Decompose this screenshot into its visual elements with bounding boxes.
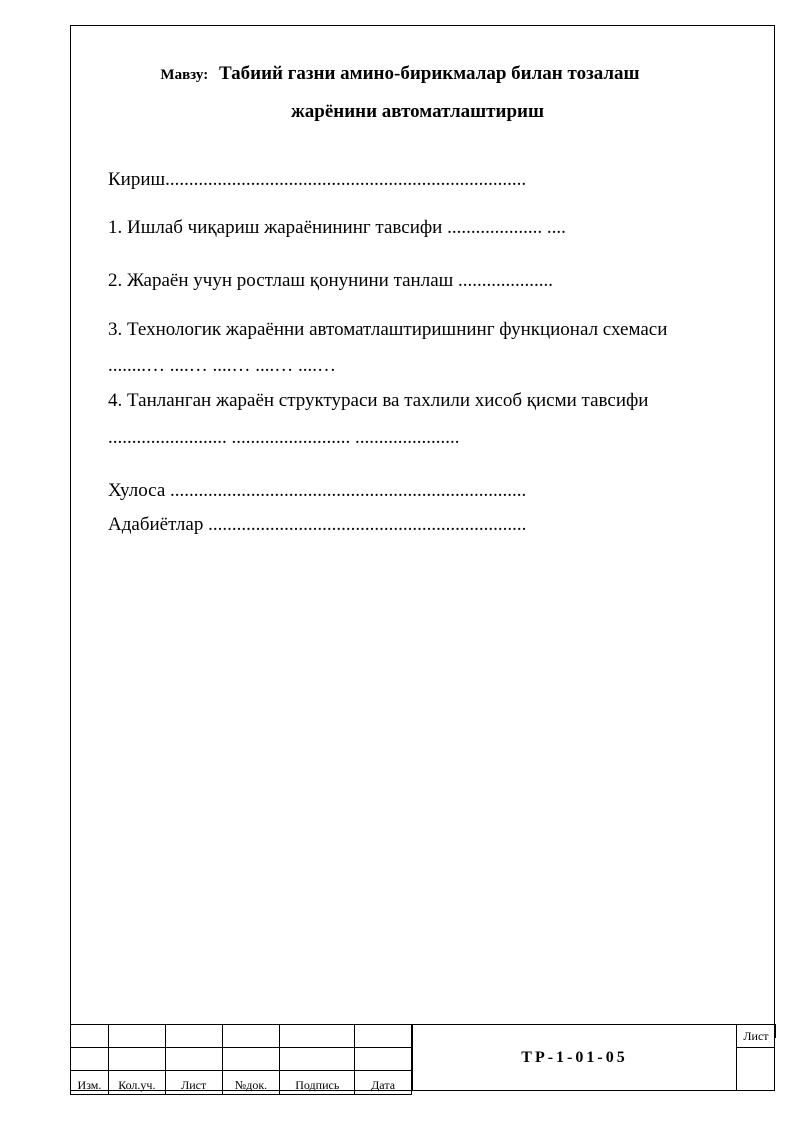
toc-conclusion: Хулоса ........................................................................... bbox=[108, 480, 527, 501]
stamp-col-sheet: Лист bbox=[165, 1071, 222, 1095]
title-line-2: жарёнини автоматлаштириш bbox=[290, 101, 545, 122]
sheet-cell bbox=[736, 1024, 775, 1091]
toc-item-3-dots: ........… ....… ....… ....… ....… bbox=[108, 355, 336, 376]
stamp-grid bbox=[70, 1024, 412, 1095]
toc-item-4: 4. Танланган жараён структураси ва тахлили хисоб қисми тавсифи bbox=[108, 390, 649, 411]
sheet-label: Лист bbox=[737, 1025, 775, 1048]
toc-references: Адабиётлар ................................................................... bbox=[108, 514, 527, 535]
document-code: ТР-1-01-05 bbox=[412, 1024, 736, 1091]
title-line-1 bbox=[0, 63, 800, 85]
stamp-col-count: Кол.уч. bbox=[108, 1071, 165, 1095]
toc-intro: Кириш............................................................................ bbox=[108, 169, 527, 190]
topic-label: Мавзу: bbox=[160, 67, 209, 83]
stamp-col-signature: Подпись bbox=[280, 1071, 355, 1095]
corner-tick bbox=[775, 1024, 776, 1038]
toc-item-4-dots: ......................... ......................... ...................... bbox=[108, 427, 460, 448]
toc-item-3: 3. Технологик жараённи автоматлаштиришнинг функционал схемаси bbox=[108, 319, 668, 340]
stamp-col-docnum: №док. bbox=[222, 1071, 280, 1095]
toc-item-2: 2. Жараён учун ростлаш қонунини танлаш .................... bbox=[108, 270, 554, 291]
title-text-1: Табиий газни амино-бирикмалар билан тозалаш bbox=[218, 63, 640, 84]
stamp-col-change: Изм. bbox=[71, 1071, 109, 1095]
stamp-col-date: Дата bbox=[355, 1071, 412, 1095]
toc-item-1: 1. Ишлаб чиқариш жараёнининг тавсифи .................... .... bbox=[108, 217, 566, 238]
